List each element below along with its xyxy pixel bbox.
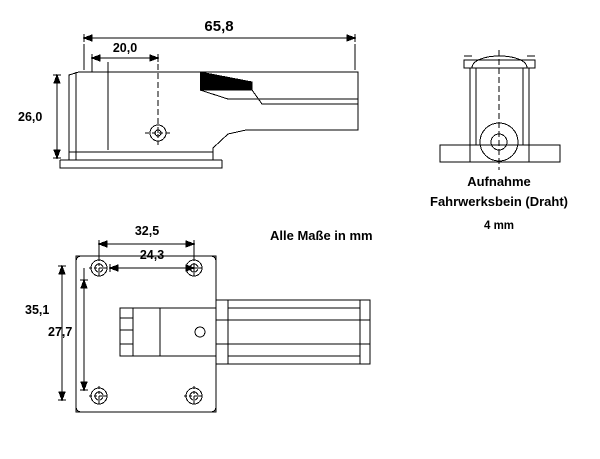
top-view-geometry xyxy=(76,256,370,412)
dimension-label-24-3: 24,3 xyxy=(139,248,165,262)
note-wire-size: 4 mm xyxy=(483,220,515,232)
dimension-26-0 xyxy=(53,75,61,158)
front-view-geometry xyxy=(440,50,560,170)
dimension-label-32-5: 32,5 xyxy=(134,224,160,238)
dimension-label-20-0: 20,0 xyxy=(112,41,138,55)
note-aufnahme: Aufnahme xyxy=(467,174,531,189)
dimension-24-3 xyxy=(84,264,194,332)
dimension-label-27-7: 27,7 xyxy=(48,325,73,339)
side-view-geometry xyxy=(60,60,358,168)
dimension-label-65-8: 65,8 xyxy=(204,18,234,35)
dimension-20-0 xyxy=(92,54,158,150)
note-all-measures: Alle Maße in mm xyxy=(270,228,373,243)
dimension-label-35-1: 35,1 xyxy=(25,303,50,317)
dimension-27-7 xyxy=(80,280,88,390)
note-fahrwerksbein: Fahrwerksbein (Draht) xyxy=(430,194,568,209)
dimension-label-26-0: 26,0 xyxy=(18,110,43,124)
